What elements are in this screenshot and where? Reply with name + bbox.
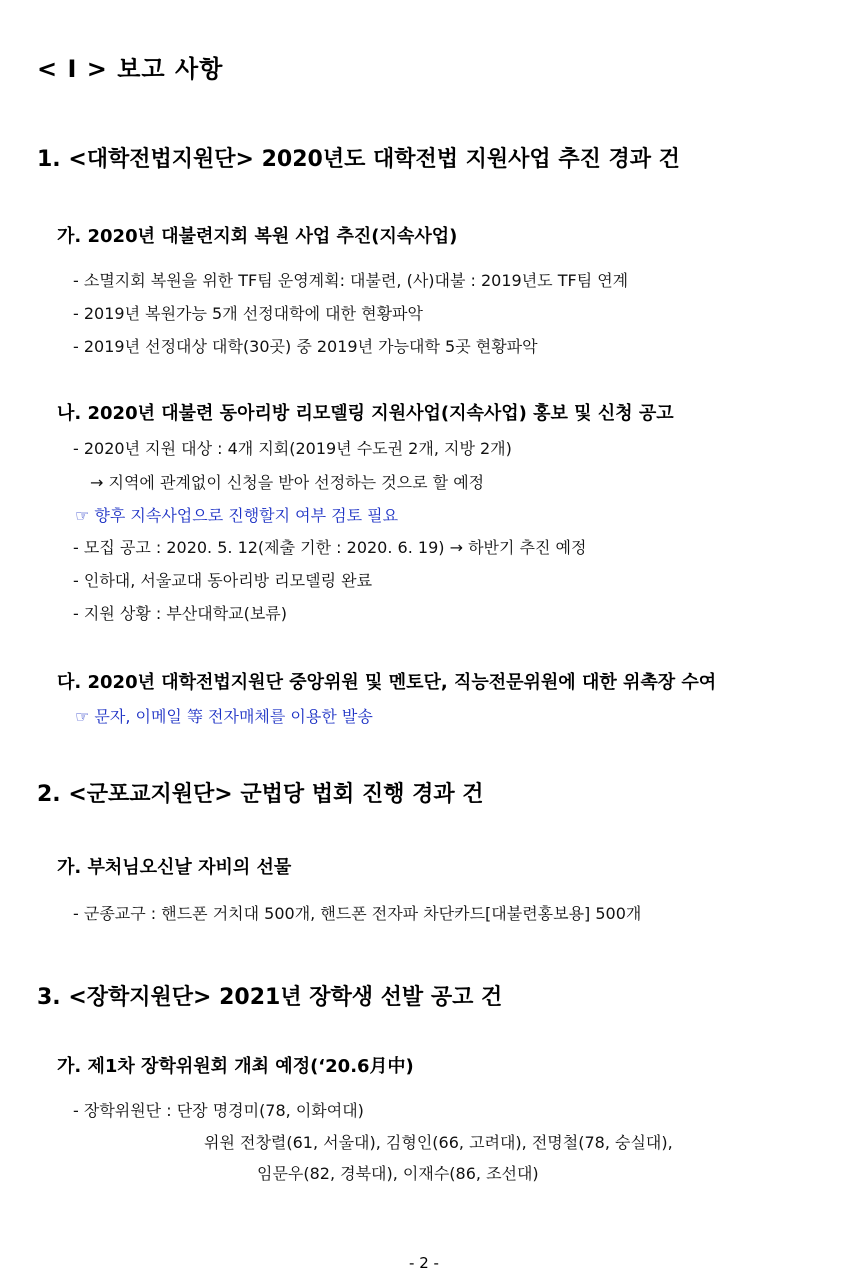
note-line: ☞ 향후 지속사업으로 진행할지 여부 검토 필요 [75, 506, 399, 525]
subsection-title-1-na: 나. 2020년 대불련 동아리방 리모델링 지원사업(지속사업) 홍보 및 신청 공고 [57, 403, 674, 424]
subsection-title-1-da: 다. 2020년 대학전법지원단 중앙위원 및 멘토단, 직능전문위원에 대한 위촉장 수여 [57, 672, 717, 693]
section-title: < I > 보고 사항 [37, 55, 224, 83]
body-line: - 2020년 지원 대상 : 4개 지회(2019년 수도권 2개, 지방 2개) [73, 439, 512, 458]
body-line-indent: 위원 전창렬(61, 서울대), 김형인(66, 고려대), 전명철(78, 숭실대), [204, 1133, 673, 1152]
body-line-indent: 임문우(82, 경북대), 이재수(86, 조선대) [257, 1164, 539, 1183]
body-line: - 소멸지회 복원을 위한 TF팀 운영계획: 대불련, (사)대불 : 2019년도 TF팀 연계 [73, 271, 629, 290]
body-line: - 인하대, 서울교대 동아리방 리모델링 완료 [73, 571, 373, 590]
subsection-title-3-ga: 가. 제1차 장학위원회 개최 예정(‘20.6月中) [57, 1056, 414, 1077]
body-line: - 군종교구 : 핸드폰 거치대 500개, 핸드폰 전자파 차단카드[대불련홍보용] 500개 [73, 904, 642, 923]
body-line: - 2019년 복원가능 5개 선정대학에 대한 현황파악 [73, 304, 423, 323]
body-line: - 지원 상황 : 부산대학교(보류) [73, 604, 288, 623]
note-line: ☞ 문자, 이메일 等 전자매체를 이용한 발송 [75, 707, 373, 726]
item-heading-1: 1. <대학전법지원단> 2020년도 대학전법 지원사업 추진 경과 건 [37, 147, 680, 172]
body-line-arrow: → 지역에 관계없이 신청을 받아 선정하는 것으로 할 예정 [90, 473, 485, 492]
subsection-title-1-ga: 가. 2020년 대불련지회 복원 사업 추진(지속사업) [57, 226, 458, 247]
body-line: - 2019년 선정대상 대학(30곳) 중 2019년 가능대학 5곳 현황파악 [73, 337, 538, 356]
page-number: - 2 - [409, 1254, 439, 1272]
item-heading-2: 2. <군포교지원단> 군법당 법회 진행 경과 건 [37, 782, 484, 807]
body-line: - 장학위원단 : 단장 명경미(78, 이화여대) [73, 1101, 364, 1120]
subsection-title-2-ga: 가. 부처님오신날 자비의 선물 [57, 857, 292, 878]
body-line: - 모집 공고 : 2020. 5. 12(제출 기한 : 2020. 6. 19) → 하반기 추진 예정 [73, 538, 587, 557]
item-heading-3: 3. <장학지원단> 2021년 장학생 선발 공고 건 [37, 985, 503, 1010]
